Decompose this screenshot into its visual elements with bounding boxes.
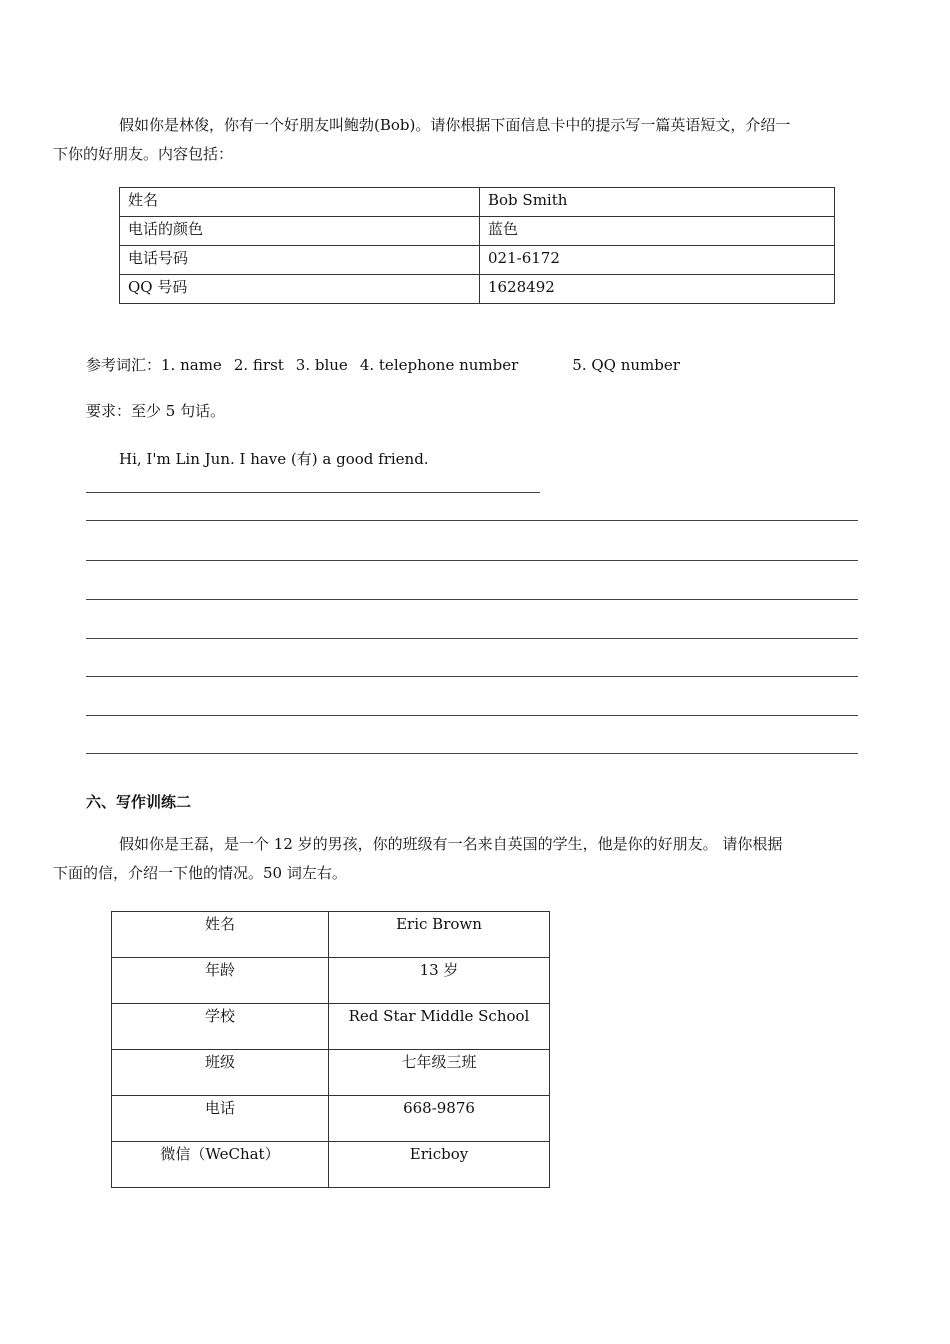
table-cell-value: Red Star Middle School (329, 1004, 550, 1050)
table-row (120, 275, 835, 304)
table-cell-value: Eric Brown (329, 912, 550, 958)
table-cell-label: 姓名 (120, 188, 480, 217)
vocab-list (86, 351, 864, 380)
section6-prompt (53, 830, 864, 888)
table-row (112, 912, 550, 958)
answer-line[interactable] (86, 599, 858, 600)
section6-heading: 六、写作训练二 (86, 793, 192, 811)
section5-prompt (53, 111, 864, 169)
table-row (112, 1050, 550, 1096)
table-cell-label: 电话号码 (120, 246, 480, 275)
table-cell-label: 电话 (112, 1096, 329, 1142)
section5-prompt-line2: 下你的好朋友。内容包括： (53, 145, 234, 163)
starter-sentence (86, 445, 864, 503)
vocab-label: 参考词汇： (86, 356, 162, 374)
answer-line[interactable] (86, 753, 858, 754)
eric-info-table (111, 911, 550, 1188)
vocab-item: 3. blue (295, 356, 348, 374)
table-cell-label: QQ 号码 (120, 275, 480, 304)
bob-info-table (119, 187, 835, 304)
vocab-item: 4. telephone number (359, 356, 519, 374)
answer-line[interactable] (86, 520, 858, 521)
table-cell-value: 668-9876 (329, 1096, 550, 1142)
vocab-item: 5. QQ number (572, 356, 680, 374)
table-row (120, 217, 835, 246)
table-cell-value: 七年级三班 (329, 1050, 550, 1096)
table-row (120, 246, 835, 275)
table-cell-label: 学校 (112, 1004, 329, 1050)
section6-prompt-line1: 假如你是王磊，是一个 12 岁的男孩，你的班级有一名来自英国的学生，他是你的好朋友。 请你根据 (119, 835, 783, 853)
section6-prompt-line2: 下面的信，介绍一下他的情况。50 词左右。 (53, 864, 347, 882)
starter-text: Hi, I'm Lin Jun. I have (有) a good friend. (119, 450, 429, 468)
table-cell-value: Bob Smith (480, 188, 835, 217)
table-cell-label: 微信（WeChat） (112, 1142, 329, 1188)
answer-line[interactable] (86, 560, 858, 561)
table-cell-value: 蓝色 (480, 217, 835, 246)
table-row (112, 1142, 550, 1188)
vocab-item: 2. first (233, 356, 284, 374)
table-cell-value: 021-6172 (480, 246, 835, 275)
table-cell-value: 13 岁 (329, 958, 550, 1004)
answer-line[interactable] (86, 638, 858, 639)
requirement-text: 要求：至少 5 句话。 (86, 402, 226, 420)
table-row (112, 958, 550, 1004)
answer-line[interactable] (86, 676, 858, 677)
table-cell-value: 1628492 (480, 275, 835, 304)
table-cell-label: 姓名 (112, 912, 329, 958)
answer-line[interactable] (86, 715, 858, 716)
table-row (112, 1004, 550, 1050)
section5-prompt-line1: 假如你是林俊，你有一个好朋友叫鲍勃(Bob)。请你根据下面信息卡中的提示写一篇英语短文，介绍一 (119, 116, 791, 134)
vocab-item: 1. name (161, 356, 222, 374)
table-cell-label: 年龄 (112, 958, 329, 1004)
table-cell-label: 班级 (112, 1050, 329, 1096)
table-row (120, 188, 835, 217)
table-cell-value: Ericboy (329, 1142, 550, 1188)
answer-blank[interactable] (86, 477, 540, 493)
table-cell-label: 电话的颜色 (120, 217, 480, 246)
table-row (112, 1096, 550, 1142)
